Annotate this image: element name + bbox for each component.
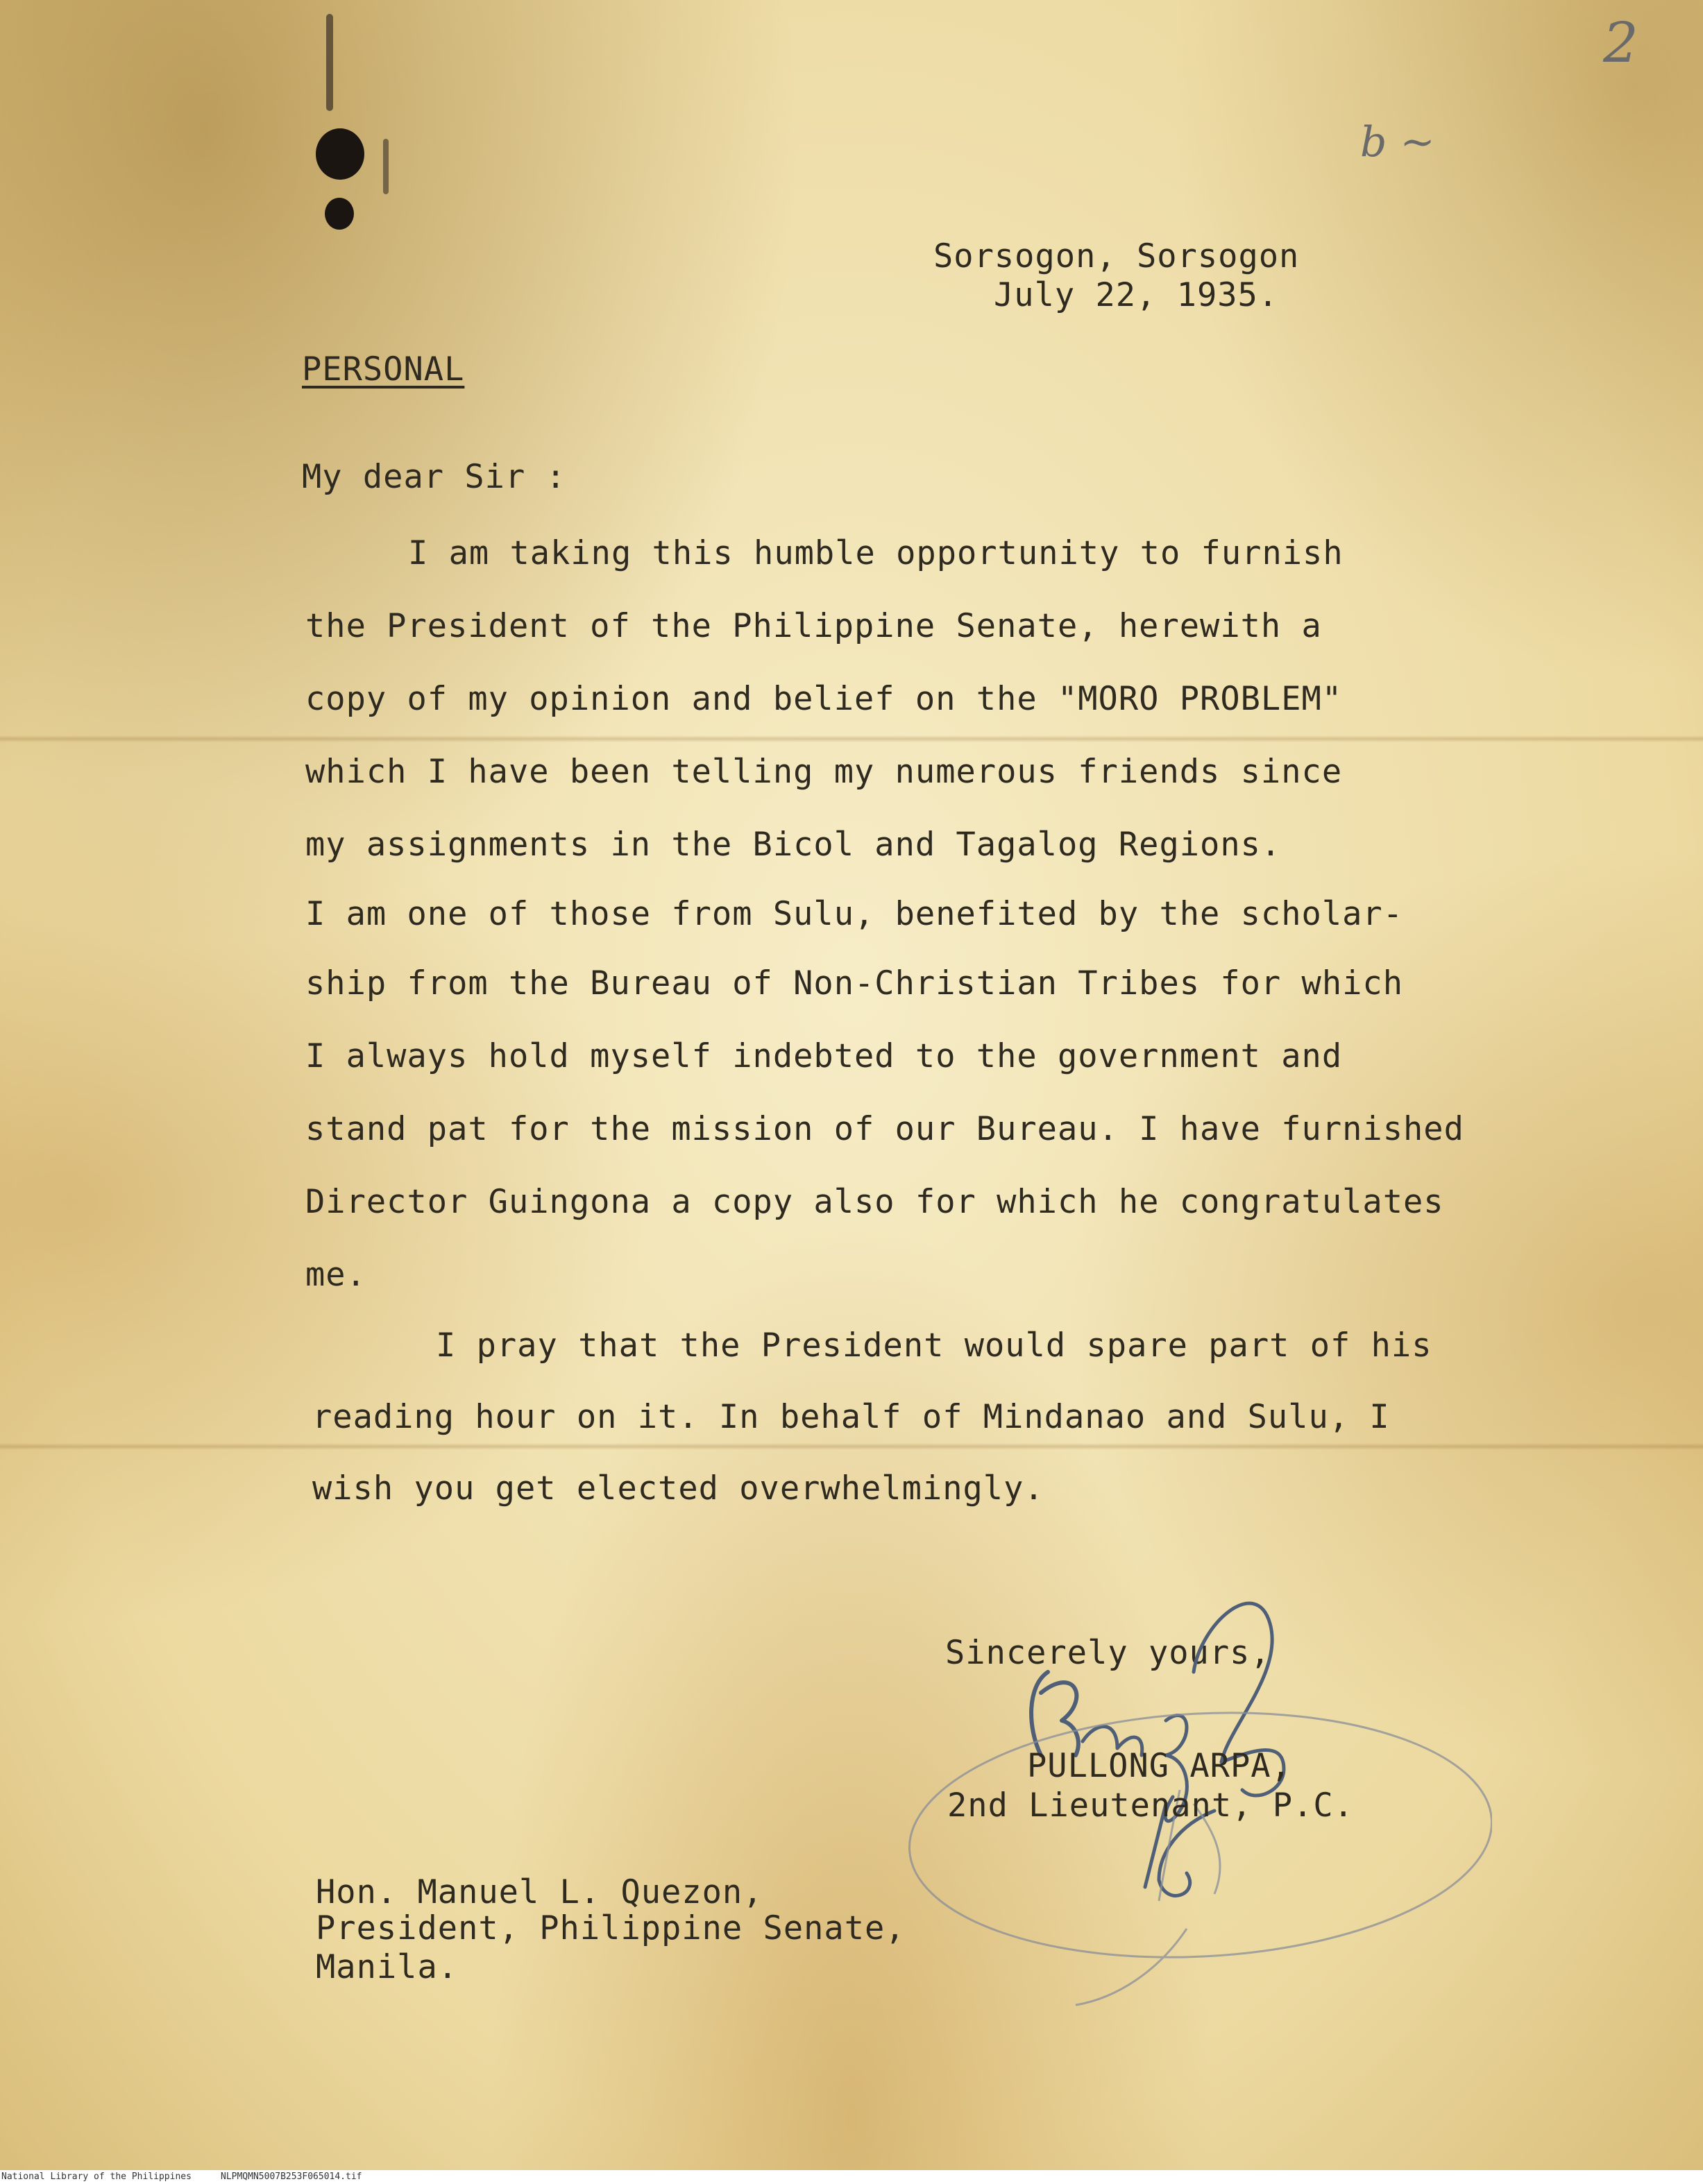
date-line: July 22, 1935. <box>994 276 1279 314</box>
recipient-line: Manila. <box>316 1948 459 1986</box>
signer-name: PULLONG ARPA, <box>1027 1747 1291 1785</box>
body-line: wish you get elected overwhelmingly. <box>312 1469 1044 1508</box>
personal-label: PERSONAL <box>302 350 465 389</box>
body-line: the President of the Philippine Senate, herewith a <box>305 607 1322 645</box>
punch-hole <box>325 198 354 230</box>
salutation: My dear Sir : <box>302 458 566 496</box>
body-line: me. <box>305 1256 366 1294</box>
closing: Sincerely yours, <box>945 1634 1271 1672</box>
paper-fold <box>0 735 1703 742</box>
body-line: copy of my opinion and belief on the "MORO PROBLEM" <box>305 680 1343 718</box>
recipient-line: President, Philippine Senate, <box>316 1909 906 1947</box>
pencil-mark: b ~ <box>1360 118 1435 167</box>
scan-footer <box>0 2170 1703 2184</box>
corner-mark: 2 <box>1603 10 1638 75</box>
body-line: I pray that the President would spare part of his <box>436 1326 1432 1365</box>
paper-fold <box>0 1443 1703 1450</box>
binding-mark <box>326 14 333 111</box>
body-line: ship from the Bureau of Non-Christian Tribes for which <box>305 964 1404 1003</box>
footer-institution: National Library of the Philippines <box>1 2172 192 2182</box>
signer-title: 2nd Lieutenant, P.C. <box>947 1786 1354 1825</box>
place-line: Sorsogon, Sorsogon <box>933 237 1300 275</box>
body-line: reading hour on it. In behalf of Mindanao and Sulu, I <box>312 1398 1390 1436</box>
body-line: I always hold myself indebted to the government and <box>305 1037 1343 1075</box>
recipient-line: Hon. Manuel L. Quezon, <box>316 1873 763 1911</box>
binding-mark <box>383 139 389 194</box>
footer-file-id: NLPMQMN5007B253F065014.tif <box>221 2172 362 2182</box>
body-line: I am taking this humble opportunity to furnish <box>408 534 1344 572</box>
body-line: my assignments in the Bicol and Tagalog Regions. <box>305 826 1282 864</box>
body-line: stand pat for the mission of our Bureau. I have furnished <box>305 1110 1464 1148</box>
body-line: Director Guingona a copy also for which he congratulates <box>305 1183 1444 1221</box>
punch-hole <box>316 128 364 180</box>
body-line: which I have been telling my numerous friends since <box>305 753 1343 791</box>
body-line: I am one of those from Sulu, benefited by the scholar- <box>305 895 1404 933</box>
